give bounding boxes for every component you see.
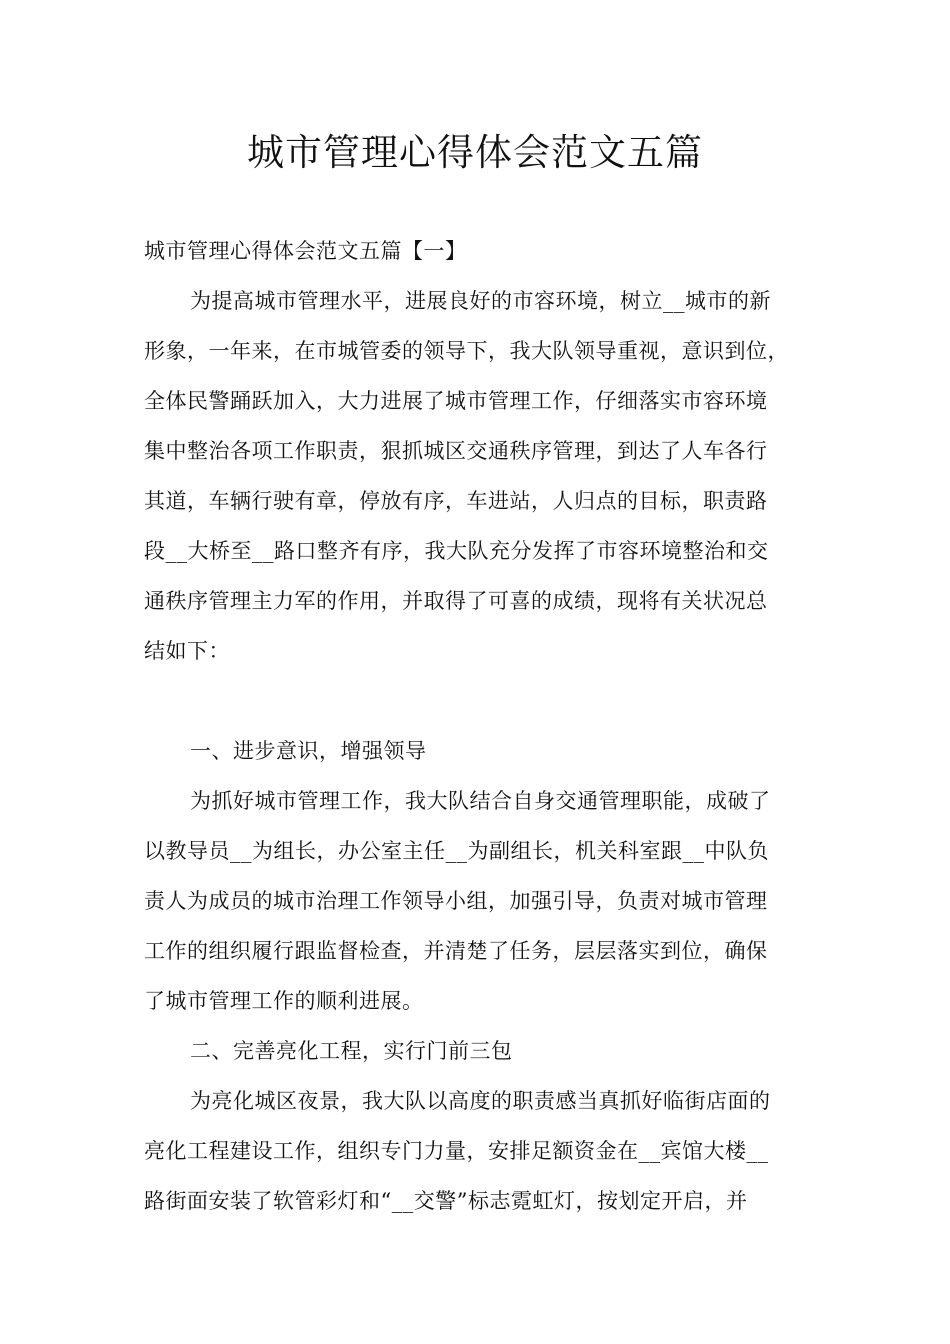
paragraph-line: 为提高城市管理水平，进展良好的市容环境，树立__城市的新 <box>190 289 771 313</box>
paragraph-line: 为抓好城市管理工作，我大队结合自身交通管理职能，成破了 <box>190 789 771 813</box>
document-body <box>144 231 810 1231</box>
paragraph-line: 为亮化城区夜景，我大队以高度的职责感当真抓好临街店面的 <box>190 1089 771 1113</box>
section-heading: 二、完善亮化工程，实行门前三包 <box>190 1039 513 1063</box>
section-heading: 一、进步意识，增强领导 <box>190 739 427 763</box>
paragraph-line: 结如下： <box>144 639 230 663</box>
paragraph-line: 形象，一年来，在市城管委的领导下，我大队领导重视，意识到位， <box>144 339 789 363</box>
paragraph-gap <box>144 681 810 731</box>
paragraph-line: 以教导员__为组长，办公室主任__为副组长，机关科室跟__中队负 <box>144 839 769 863</box>
paragraph-line: 通秩序管理主力军的作用，并取得了可喜的成绩，现将有关状况总 <box>144 589 768 613</box>
paragraph-line: 亮化工程建设工作，组织专门力量，安排足额资金在__宾馆大楼__ <box>144 1139 769 1163</box>
paragraph-line: 其道，车辆行驶有章，停放有序，车进站，人归点的目标，职责路 <box>144 489 768 513</box>
paragraph-line: 工作的组织履行跟监督检查，并清楚了任务，层层落实到位，确保 <box>144 939 768 963</box>
paragraph-line: 路街面安装了软管彩灯和“__交警”标志霓虹灯，按划定开启，并 <box>144 1189 748 1213</box>
paragraph-line: 集中整治各项工作职责，狠抓城区交通秩序管理，到达了人车各行 <box>144 439 768 463</box>
paragraph-line: 责人为成员的城市治理工作领导小组，加强引导，负责对城市管理 <box>144 889 768 913</box>
section-subtitle: 城市管理心得体会范文五篇【一】 <box>144 239 467 263</box>
paragraph-line: 段__大桥至__路口整齐有序，我大队充分发挥了市容环境整治和交 <box>144 539 769 563</box>
paragraph-line: 了城市管理工作的顺利进展。 <box>144 989 424 1013</box>
document-title: 城市管理心得体会范文五篇 <box>247 131 703 174</box>
paragraph-line: 全体民警踊跃加入，大力进展了城市管理工作，仔细落实市容环境 <box>144 389 768 413</box>
